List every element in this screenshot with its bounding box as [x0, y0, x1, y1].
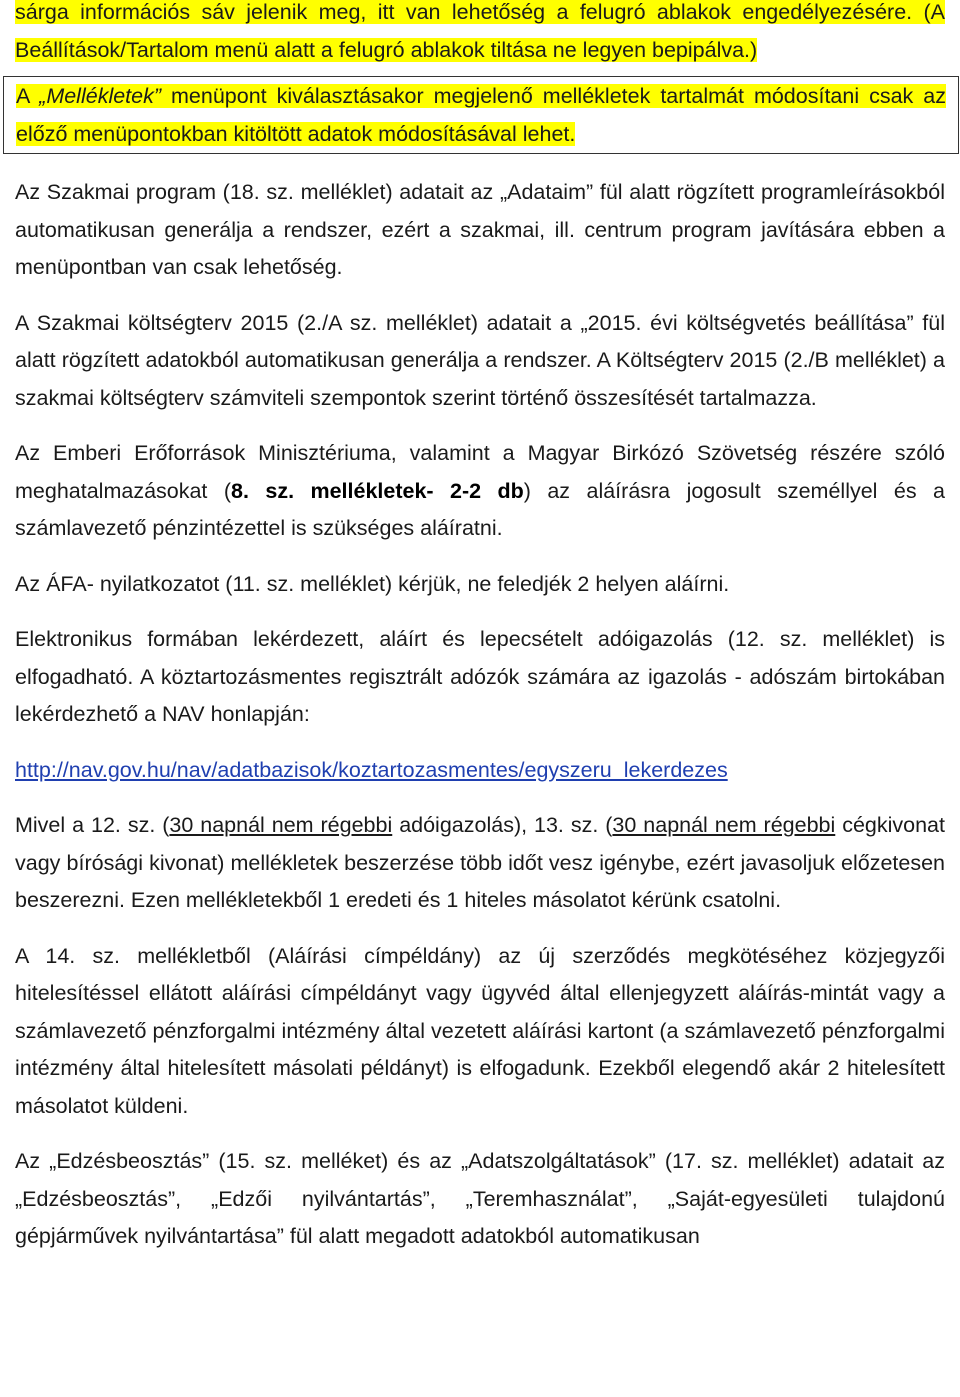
highlighted-note-box: [3, 76, 959, 154]
paragraph-meghatalmazas: [15, 435, 945, 548]
document-page: [15, 0, 945, 1256]
meghatalmazas-text-start: Az Emberi Erőforrások Minisztériuma, valamint a Magyar Birkózó Szövetség részére szóló meghatalmazásokat (: [15, 441, 945, 503]
paragraph-link: [15, 752, 945, 790]
meghatalmazas-text-end: ) az aláírásra jogosult személlyel és a számlavezető pénzintézettel is szükséges aláíratni.: [15, 478, 945, 540]
meghatalmazas-bold: 8. sz. mellékletek- 2-2 db: [231, 478, 524, 503]
mivel-underline-2: 30 napnál nem régebbi: [612, 813, 836, 837]
paragraph-szakmai-program: Az Szakmai program (18. sz. melléklet) adatait az „Adataim” fül alatt rögzített programleírásokból automatikusan generálja a rendszer, ezért a szakmai, ill. centrum program javítására ebben a menüpontban van csak lehetőség.: [15, 180, 945, 279]
paragraph-koltsegterv: A Szakmai költségterv 2015 (2./A sz. melléklet) adatait a „2015. évi költségvetés beállítása” fül alatt rögzített adatokból automatikusan generálja a rendszer. A Költségterv 2015 (2./B melléklet) a szakmai költségterv számviteli szempontok szerint történő összesítését tartalmazza.: [15, 310, 945, 410]
note-text-start: A: [16, 84, 40, 108]
paragraph-popup-info: [15, 0, 945, 69]
paragraph-mivel: [15, 807, 945, 920]
mivel-underline-1: 30 napnál nem régebbi: [169, 813, 393, 837]
mivel-text-a: Mivel a 12. sz. (: [15, 813, 170, 837]
highlighted-text: sárga információs sáv jelenik meg, itt van lehetőség a felugró ablakok engedélyezésére. (A Beállítások/Tartalom menü alatt a felugró ablakok tiltása ne legyen bepipálva.): [15, 0, 945, 62]
note-menu-name: „Mellékletek”: [39, 84, 162, 108]
paragraph-adoigazolas: Elektronikus formában lekérdezett, aláírt és lepecsételt adóigazolás (12. sz. melléklet) is elfogadható. A köztartozásmentes regisztrált adózók számára az igazolás - adószám birtokában lekérdezhető a NAV honlapján:: [15, 627, 945, 726]
nav-link[interactable]: http://nav.gov.hu/nav/adatbazisok/koztartozasmentes/egyszeru_lekerdezes: [15, 757, 728, 782]
note-paragraph: [16, 77, 946, 153]
paragraph-edzesbeosztas: Az „Edzésbeosztás” (15. sz. melléket) és az „Adatszolgáltatások” (17. sz. melléklet) adatait az „Edzésbeosztás”, „Edzői nyilvántartás”, „Teremhasználat”, „Saját-egyesületi tulajdonú gépjárművek nyilvántartása” fül alatt megadott adatokból automatikusan: [15, 1149, 945, 1248]
note-text-end: menüpont kiválasztásakor megjelenő mellékletek tartalmát módosítani csak az előző menüpontokban kitöltött adatok módosításával lehet.: [16, 84, 946, 146]
paragraph-afa: Az ÁFA- nyilatkozatot (11. sz. melléklet) kérjük, ne feledjék 2 helyen aláírni.: [15, 571, 730, 596]
mivel-text-c: cégkivonat vagy bírósági kivonat) mellékletek beszerzése több időt vesz igénybe, ezért javasoljuk előzetesen beszerezni. Ezen mellékletekből 1 eredeti és 1 hiteles másolatot kérünk csatolni.: [15, 813, 945, 912]
paragraph-alairasi-cimpeldany: A 14. sz. mellékletből (Aláírási címpéldány) az új szerződés megkötéséhez közjegyzői hitelesítéssel ellátott aláírási címpéldányt vagy ügyvéd által ellenjegyzett aláírás-mintát vagy a számlavezető pénzforgalmi intézmény által vezetett aláírási kartont (a számlavezető pénzforgalmi intézmény által hitelesített másolati példányt) is elfogadunk. Ezekből elegendő akár 2 hitelesített másolatot küldeni.: [15, 943, 945, 1118]
mivel-text-b: adóigazolás), 13. sz. (: [392, 813, 613, 837]
